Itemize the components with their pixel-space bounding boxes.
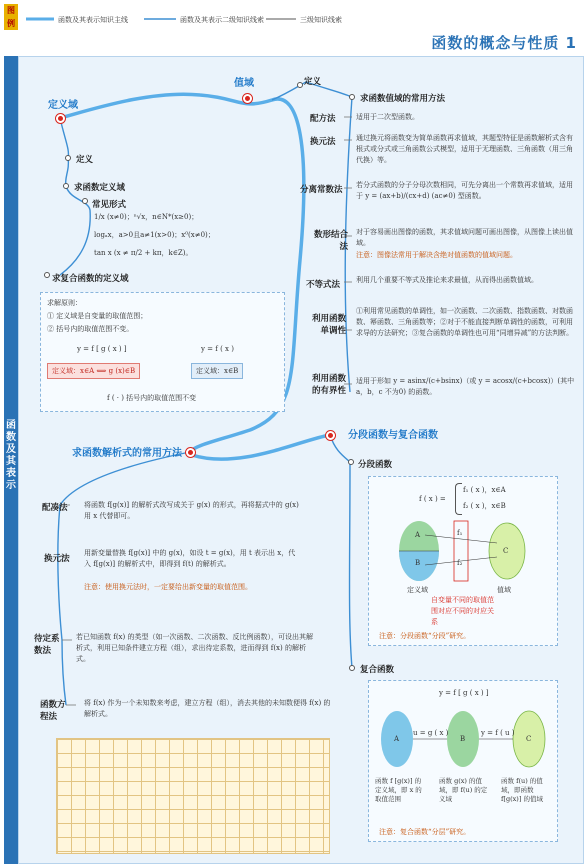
page-title: 函数的概念与性质 1 (431, 34, 577, 52)
eq-composite: y = f [ g ( x ) ] (77, 345, 127, 353)
composite-box (368, 680, 558, 842)
principle-2: ② 括号内的取值范围不变。 (47, 325, 134, 333)
c-label-C: C (526, 735, 532, 743)
piecewise-heading: 分段函数与复合函数 (348, 430, 438, 441)
range-method-2-name: 分离常数法 (300, 185, 343, 195)
range-method-0-text: 适用于二次型函数。 (356, 113, 419, 121)
pw-label-A: A (415, 531, 421, 539)
pw-label-C: C (503, 547, 509, 555)
range-method-2-text: 若分式函数的分子分母次数相同，可先分离出一个常数再求值域，适用于 y = (ax+b)/(cx+d) (ac≠0) 型函数。 (356, 181, 573, 200)
domain-box-right: 定义域：x∈B (191, 363, 243, 379)
range-method-6-name: 利用函数的有界性 (311, 374, 346, 396)
range-method-5-text: ①利用常见函数的单调性，如一次函数、二次函数、指数函数、对数函数、幂函数、三角函数等；②对于不能直接判断单调性的函数，可利用求导的方法研究；③复合函数的单调性也可用“同增异减”的方法判断。 (356, 307, 574, 337)
range-methods-node: 求函数值域的常用方法 (360, 94, 446, 104)
pw-brace (455, 483, 462, 515)
c-map1: u = g ( x ) (413, 729, 449, 737)
side-label: 函数及其表示 (6, 420, 16, 491)
practice-grid (56, 738, 330, 854)
range-method-1-text: 通过换元将函数变为简单函数再求值域，其题型特征是函数解析式含有根式或分式或三角函数公式模型，适用于无理函数、三角函数（用三角代换）等。 (356, 134, 573, 164)
range-red-dot (243, 94, 252, 103)
range-method-4-text: 利用几个重要不等式及推论来求最值，从而得出函数值域。 (356, 276, 538, 284)
range-method-3-name: 数形结合法 (313, 230, 348, 252)
principle-caption: f ( · ) 括号内的取值范围不变 (107, 394, 197, 402)
domain-definition-node: 定义 (76, 155, 94, 165)
piecewise-dot (348, 459, 354, 465)
c-caption-C: 函数 f(u) 的值域，即函数 f[g(x)] 的值域 (501, 777, 543, 803)
forms-dot (82, 198, 88, 204)
range-definition-node: 定义 (304, 77, 322, 87)
range-method-3-text: 对于容易画出图像的函数，其求值域问题可画出图像，从图像上读出值域。 (356, 228, 573, 247)
composite-domain-dot (44, 272, 50, 278)
find-domain-node: 求函数定义域 (74, 183, 126, 193)
pw-lhs: f ( x ) = (419, 495, 446, 503)
composite-note: 注意：复合函数“分层”研究。 (379, 828, 471, 836)
c-caption-A: 函数 f [g(x)] 的定义域，即 x 的取值范围 (375, 777, 422, 803)
composite-formula: y = f [ g ( x ) ] (439, 689, 489, 697)
pw-note: 注意：分段函数“分段”研究。 (379, 632, 471, 640)
domain-box-left: 定义域：x∈A ⟺ g (x)∈B (47, 363, 140, 379)
pw-label-f1: f₁ (457, 529, 463, 537)
expression-red-dot (186, 448, 195, 457)
principle-title: 求解原则： (47, 299, 82, 307)
range-def-dot (297, 82, 303, 88)
range-method-6-text: 适用于形如 y = asinx/(c+bsinx)（或 y = acosx/(c+bcosx)）(其中 a，b，c 不为0) 的函数。 (356, 377, 575, 396)
pw-case2: f₂ ( x )，x∈B (463, 502, 506, 510)
legend-secondary: 函数及其表示二级知识线索 (180, 16, 264, 24)
pw-label-B: B (415, 559, 421, 567)
composite-node: 复合函数 (360, 665, 395, 675)
c-label-A: A (394, 735, 400, 743)
pw-venn (369, 513, 559, 583)
legend-main: 函数及其表示知识主线 (58, 16, 128, 24)
pw-label-f2: f₂ (457, 559, 463, 567)
expr-method-2-name: 待定系数法 (34, 634, 60, 656)
expression-heading: 求函数解析式的常用方法 (72, 448, 182, 459)
forms-line-2: logₐx，a>0且a≠1(x>0)；x⁰(x≠0)； (94, 231, 215, 239)
legend-tertiary: 三级知识线索 (300, 16, 342, 24)
expr-method-0-name: 配凑法 (42, 503, 68, 513)
expr-method-3-text: 将 f(x) 作为一个未知数来考虑，建立方程（组），消去其他的未知数便得 f(x) 的解析式。 (84, 699, 331, 718)
forms-line-1: 1/x (x≠0)；ⁿ√x，n∈N*(x≥0)； (94, 213, 199, 221)
expr-method-1-text: 用新变量替换 f[g(x)] 中的 g(x)，如设 t = g(x)，用 t 表示出 x，代入 f[g(x)] 的解析式中，即得到 f(t) 的解析式。 (84, 549, 296, 568)
range-method-3-note: 注意：图像法常用于解决含绝对值函数的值域问题。 (356, 251, 517, 259)
pw-range-label: 值域 (497, 586, 511, 594)
c-label-B: B (460, 735, 466, 743)
common-forms-node: 常见形式 (92, 200, 127, 210)
domain-heading: 定义域 (48, 100, 78, 111)
eq-simple: y = f ( x ) (201, 345, 234, 353)
domain-find-dot (63, 183, 69, 189)
principle-box (40, 292, 285, 412)
expr-method-2-text: 若已知函数 f(x) 的类型（如一次函数、二次函数、反比例函数），可设出其解析式，利用已知条件建立方程（组），求出待定系数，进而得到 f(x) 的解析式。 (76, 633, 313, 663)
expr-method-0-text: 将函数 f[g(x)] 的解析式改写成关于 g(x) 的形式，再将据式中的 g(x) 用 x 代替即可。 (84, 501, 299, 520)
forms-line-3: tan x (x ≠ π/2 + kπ，k∈Z)。 (94, 249, 193, 257)
range-method-1-name: 换元法 (310, 137, 336, 147)
expr-method-1-note: 注意：使用换元法时，一定要给出新变量的取值范围。 (84, 583, 252, 591)
domain-red-dot (56, 114, 65, 123)
piecewise-box (368, 476, 558, 646)
pw-red-note: 自变量不同的取值范围对应不同的对应关系 (431, 596, 494, 626)
range-method-0-name: 配方法 (310, 114, 336, 124)
pw-domain-label: 定义域 (407, 586, 428, 594)
c-map2: y = f ( u ) (481, 729, 515, 737)
pw-case1: f₁ ( x )，x∈A (463, 486, 506, 494)
domain-def-dot (65, 155, 71, 161)
expr-method-1-name: 换元法 (44, 554, 70, 564)
c-caption-B: 函数 g(x) 的值域，即 f(u) 的定义域 (439, 777, 488, 803)
legend-tag: 图例 (4, 4, 18, 30)
principle-1: ① 定义域是自变量的取值范围； (47, 312, 148, 320)
range-method-5-name: 利用函数单调性 (311, 314, 346, 336)
piecewise-red-dot (326, 431, 335, 440)
composite-dot (349, 665, 355, 671)
composite-domain-node: 求复合函数的定义域 (52, 274, 129, 284)
range-heading: 值域 (234, 78, 254, 89)
range-method-4-name: 不等式法 (306, 280, 341, 290)
piecewise-node: 分段函数 (358, 460, 393, 470)
range-methods-dot (349, 94, 355, 100)
expr-method-3-name: 函数方程法 (40, 700, 66, 722)
